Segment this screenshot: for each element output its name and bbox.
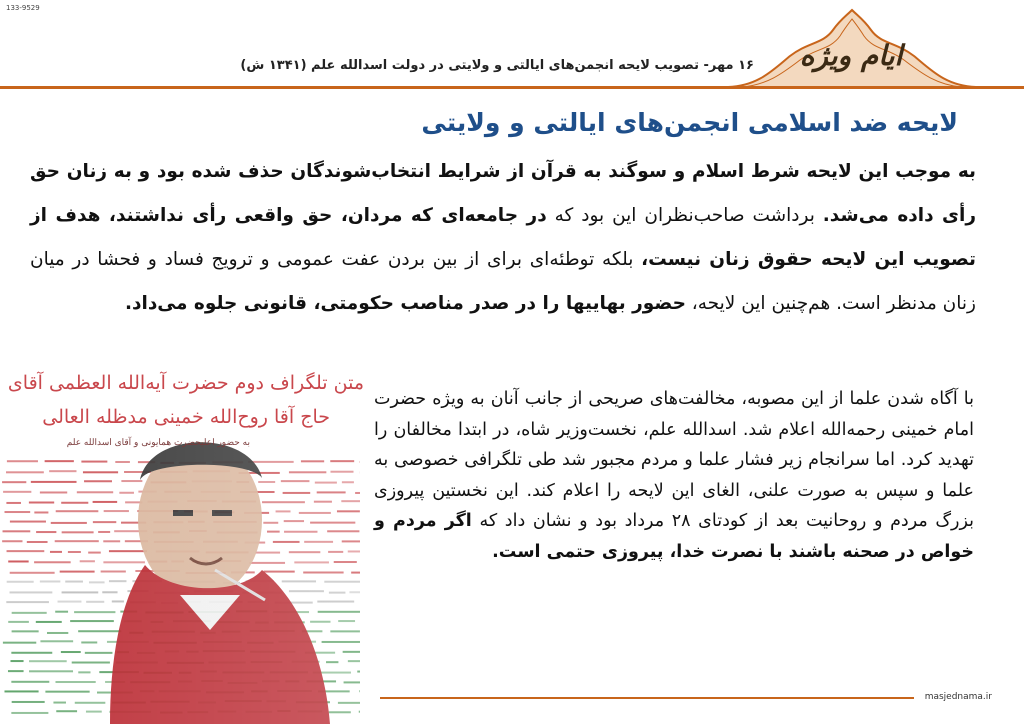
paragraph-2 [374, 384, 974, 567]
telegram-photo-collage [0, 360, 370, 724]
header-badge: ایام ویژه [799, 38, 903, 72]
site-url: masjednama.ir [924, 692, 992, 702]
document-code: 133-9529 [6, 4, 40, 12]
p1-sentence-4: بلکه توطئه‌ای برای از بین بردن عفت عمومی و ترویج فساد و فحشا در میان زنان مدنظر است. هم‌چنین این لایحه، [30, 249, 976, 314]
page-title: لایحه ضد اسلامی انجمن‌های ایالتی و ولایتی [421, 108, 958, 137]
p2-sentence-1: با آگاه شدن علما از این مصوبه، مخالفت‌های صریحی از جانب آنان به ویژه حضرت امام خمینی رحمه‌الله اعلام شد. اسدالله علم، نخست‌وزیر شاه، در ابتدا مخالفان را تهدید کرد. اما سرانجام زیر فشار علما و مردم مجبور شد طی تلگرافی خصوصی به علما و سپس به صورت علنی، الغای این لایحه را اعلام کند. این نخستین پیروزی بزرگ مردم و روحانیت بعد از کودتای ۲۸ مرداد بود و نشان داد که [374, 389, 975, 531]
telegram-heading-3: به حضور اعلیحضرت همایونی و آقای اسدالله علم [66, 438, 250, 448]
p1-sentence-5: حضور بهاییها را در صدر مناصب حکومتی، قانونی جلوه می‌داد. [124, 293, 686, 314]
header-divider [0, 86, 1024, 89]
p1-sentence-2: برداشت صاحب‌نظران این بود که [546, 205, 823, 226]
p1-sentence-3: در جامعه‌ای که مردان، حق واقعی رأی نداشتند، هدف از تصویب این لایحه حقوق زنان نیست، [30, 205, 976, 270]
footer-divider [380, 697, 914, 699]
header-subtitle: ۱۶ مهر- تصویب لایحه انجمن‌های ایالتی و ولایتی در دولت اسدالله علم (۱۳۴۱ ش) [240, 58, 754, 73]
p2-sentence-2: اگر مردم و خواص در صحنه باشند با نصرت خدا، پیروزی حتمی است. [374, 511, 974, 562]
telegram-heading-1: متن تلگراف دوم حضرت آیه‌الله العظمی آقای [7, 372, 364, 394]
paragraph-1 [30, 150, 976, 326]
p1-sentence-1: به موجب این لایحه شرط اسلام و سوگند به قرآن از شرایط انتخاب‌شوندگان حذف شده بود و به زنان حق رأی داده می‌شد. [30, 161, 976, 226]
telegram-heading-2: حاج آقا روح‌الله خمینی مدظله العالی [42, 406, 330, 428]
